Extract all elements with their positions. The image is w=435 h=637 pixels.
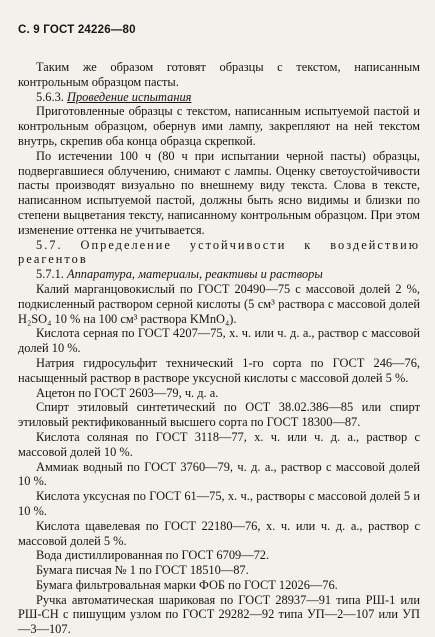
reagent-item: Ручка автоматическая шариковая по ГОСТ 28937—91 типа РШ-1 или РШ-СН с пишущим узлом по ГОСТ 29282—92 типа УП—2—107 или УП—3—107. bbox=[18, 592, 420, 637]
paragraph: Приготовленные образцы с текстом, написанным испытуемой пастой и контрольным образцом, обернув ими лампу, закрепляют на ней текстом внутрь, скрепив оба конца образца скрепкой. bbox=[18, 104, 420, 148]
paragraph: Таким же образом готовят образцы с текстом, написанным контрольным образцом пасты. bbox=[18, 60, 420, 89]
section-title: Проведение испытания bbox=[67, 89, 192, 104]
section-title: Аппаратура, материалы, реактивы и растворы bbox=[67, 267, 323, 282]
section-heading-5-7: 5.7. Определение устойчивости к воздействию реагентов bbox=[18, 237, 420, 267]
reagent-item: Кислота серная по ГОСТ 4207—75, х. ч. или ч. д. а., раствор с массовой долей 10 %. bbox=[18, 326, 420, 356]
page-header: С. 9 ГОСТ 24226—80 bbox=[18, 24, 136, 36]
reagent-item: Натрия гидросульфит технический 1-го сорта по ГОСТ 246—76, насыщенный раствор в растворе уксусной кислоты с массовой долей 5 %. bbox=[18, 355, 420, 385]
paragraph: По истечении 100 ч (80 ч при испытании черной пасты) образцы, подвергавшиеся облучению, снимают с лампы. Оценку светоустойчивости пасты производят визуально по внешнему виду текста. Слова в тексте, написанном испытуемой пастой, должны быть ясно видимы и близки по степени выцветания тексту, написанному контрольным образцом. При этом изменение оттенка не учитывается. bbox=[18, 148, 420, 237]
section-heading-5-7-1 bbox=[18, 267, 420, 282]
reagent-item: Кислота уксусная по ГОСТ 61—75, х. ч., растворы с массовой долей 5 и 10 %. bbox=[18, 489, 420, 518]
reagent-item: Калий марганцовокислый по ГОСТ 20490—75 с массовой долей 2 %, подкисленный раствором серной кислоты (5 см³ раствора с массовой долей H₂SO₄ 10 % на 100 см³ раствора KMnO₄). bbox=[18, 281, 420, 326]
section-number: 5.6.3. bbox=[36, 89, 64, 104]
reagent-item: Кислота соляная по ГОСТ 3118—77, х. ч. или ч. д. а., раствор с массовой долей 10 %. bbox=[18, 429, 420, 459]
reagent-item: Бумага фильтровальная марки ФОБ по ГОСТ 12026—76. bbox=[36, 577, 338, 592]
reagent-item: Кислота щавелевая по ГОСТ 22180—76, х. ч. или ч. д. а., раствор с массовой долей 5 %. bbox=[18, 518, 420, 548]
reagent-item: Ацетон по ГОСТ 2603—79, ч. д. а. bbox=[36, 385, 219, 400]
section-number: 5.7.1. bbox=[36, 267, 64, 282]
reagent-item: Аммиак водный по ГОСТ 3760—79, ч. д. а., раствор с массовой долей 10 %. bbox=[18, 459, 420, 489]
reagent-item: Вода дистиллированная по ГОСТ 6709—72. bbox=[36, 548, 270, 563]
section-heading-5-6-3 bbox=[18, 90, 420, 105]
reagent-item: Бумага писчая № 1 по ГОСТ 18510—87. bbox=[36, 563, 249, 578]
page-body bbox=[18, 60, 420, 637]
reagent-item: Спирт этиловый синтетический по ОСТ 38.02.386—85 или спирт этиловый ректификованный высшего сорта по ГОСТ 18300—87. bbox=[18, 400, 420, 430]
